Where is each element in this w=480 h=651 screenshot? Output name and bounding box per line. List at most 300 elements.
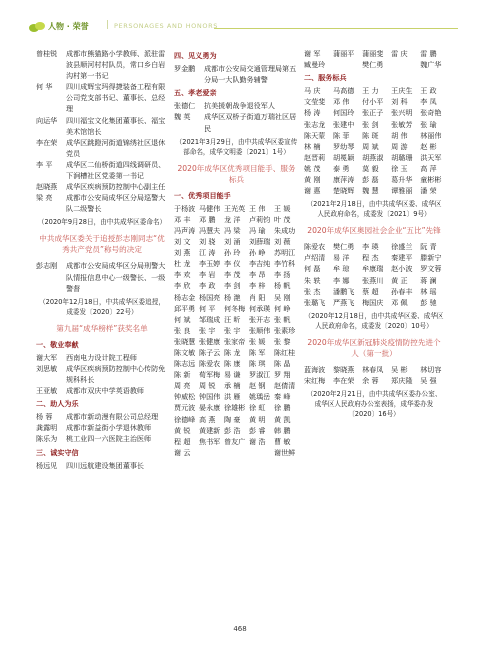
person-name: 张 剑 [362, 119, 379, 129]
person-name: 何国玲 [333, 108, 355, 118]
person-name: 陈 斑 [362, 130, 379, 140]
section-title: 2020年成华区奥园社会企业“五比”先锋 [307, 226, 441, 236]
person-name: 朱 轶 [304, 275, 321, 285]
list-item [36, 260, 168, 293]
person-name: 张家帝 [224, 336, 246, 346]
person-name: 杨志金 [174, 292, 196, 302]
person-name: 王 伟 [249, 203, 266, 213]
person-name: 洪 雁 [224, 392, 241, 402]
person-name: 龚露明 [36, 423, 58, 433]
person-description: 成华区疾病预防控制中心副主任 [66, 182, 166, 192]
person-name: 阮 青 [420, 242, 437, 252]
person-name: 陈 菲 [333, 130, 350, 140]
person-name: 姚瑀岳 [249, 392, 271, 402]
person-name: 向运华 [36, 115, 58, 125]
person-name: 赵倩清 [274, 381, 296, 391]
person-name: 郑庆隆 [391, 375, 413, 385]
person-name: 何冬梅 [224, 303, 246, 313]
person-name: 谢世鲜 [274, 447, 296, 457]
person-name: 张敏芳 [391, 119, 413, 129]
person-name: 贾元波 [174, 403, 196, 413]
person-name: 王 媛 [274, 203, 291, 213]
person-name: 徐盛兰 [391, 242, 413, 252]
person-name: 赵小波 [391, 264, 413, 274]
person-name: 彭志刚 [36, 261, 58, 271]
person-name: 程 杰 [362, 253, 379, 263]
person-name: 汪 昕 [224, 314, 241, 324]
person-name: 周 亮 [174, 381, 191, 391]
naming-note: （2020年12月18日，中共成华区委追授，成委发〔2020〕22号） [39, 297, 165, 316]
person-name: 李 扬 [274, 270, 291, 280]
person-description: 四川成辉宝玛得捷装备工程有限公司党支部书记、董事长、总经理 [66, 82, 166, 114]
person-name: 张 媛 [249, 336, 266, 346]
person-name: 牟康瑞 [362, 264, 384, 274]
page-number: 468 [233, 625, 247, 633]
subsection-heading: 一、优秀项目能手 [174, 190, 231, 200]
person-name: 何 磊 [304, 264, 321, 274]
person-name: 王光英 [224, 203, 246, 213]
subsection-heading: 二、助人为乐 [36, 399, 79, 409]
name-grid [304, 48, 444, 70]
person-name: 荀军梅 [199, 370, 221, 380]
person-name: 李 瑛 [362, 242, 379, 252]
name-grid [304, 364, 444, 386]
person-name: 林 瑶 [420, 286, 437, 296]
person-name: 李 平 [36, 159, 53, 169]
person-name: 叶 茂 [274, 214, 291, 224]
list-item [36, 385, 168, 396]
person-name: 冯 梁 [224, 225, 241, 235]
person-name: 朱成功 [274, 225, 296, 235]
person-description: 成华区二仙桥街道四线调研员、下涧槽社区党委第一书记 [66, 159, 166, 181]
person-name: 刘 科 [391, 97, 408, 107]
person-name: 潘 荣 [420, 186, 437, 196]
person-name: 严燕飞 [333, 297, 355, 307]
person-name: 林切容 [420, 364, 442, 374]
entry-list [36, 260, 168, 293]
list-item [36, 81, 168, 114]
person-name: 蒲丽平 [333, 49, 355, 58]
person-name: 张璐飞 [304, 297, 326, 307]
person-name: 何 华 [36, 82, 53, 92]
person-name: 张 宇 [199, 325, 216, 335]
list-item [36, 422, 168, 433]
person-name: 张开志 [249, 314, 271, 324]
person-name: 李 昂 [249, 270, 266, 280]
person-name: 苏明江 [274, 248, 296, 258]
person-name: 陈文敏 [174, 347, 196, 357]
person-name: 张 黎 [274, 336, 291, 346]
person-name: 雷 鹏 [420, 49, 437, 58]
person-name: 蒲丽斐 [362, 49, 384, 58]
person-name: 陈 康 [224, 359, 241, 369]
person-description: 成都市公安局成华区分局刑警大队情报信息中心一级警长、一级警督 [66, 261, 166, 293]
leaf-logo-icon [28, 20, 46, 34]
person-name: 楚晓辉 [333, 186, 355, 196]
person-name: 王 政 [420, 86, 437, 96]
person-name: 李 剑 [224, 281, 241, 291]
person-name: 高 萍 [420, 163, 437, 173]
person-name: 胡璐珊 [391, 152, 413, 162]
person-name: 何 峥 [274, 303, 291, 313]
list-item [36, 411, 168, 422]
person-name: 张 宇 [224, 325, 241, 335]
person-name: 卢绍清 [304, 253, 326, 263]
person-name: 泰 勇 [333, 163, 350, 173]
person-name: 彭 驰 [420, 297, 437, 307]
person-name: 黎晓燕 [333, 364, 355, 374]
person-name: 张晓慧 [174, 336, 196, 346]
section-title: 中共成华区委关于追授彭志刚同志“优秀共产党员”称号的决定 [39, 234, 165, 255]
section-title: 2020年成华区优秀项目能手、服务标兵 [177, 163, 296, 184]
person-name: 徐 虹 [249, 403, 266, 413]
person-name: 李吉纯 [249, 259, 271, 269]
person-name: 蓝海波 [304, 364, 326, 374]
person-name: 陈子云 [199, 347, 221, 357]
list-item [36, 352, 168, 363]
column-3 [304, 48, 444, 424]
entry-list [174, 63, 299, 85]
person-name: 梅国庆 [362, 297, 384, 307]
person-name: 胡冕颖 [333, 152, 355, 162]
person-name: 肖 阳 [249, 292, 266, 302]
person-description: 成都市新动漫有限公司总经理 [66, 412, 159, 422]
list-item [36, 159, 168, 181]
person-name: 李在荣 [333, 375, 355, 385]
person-name: 谢大军 [36, 352, 58, 362]
naming-note: （2020年9月28日，由中共成华区委命名） [37, 218, 167, 227]
entry-list [36, 460, 168, 471]
person-name: 罗文蓉 [420, 264, 442, 274]
person-name: 钟威松 [174, 392, 196, 402]
person-name: 龙 洋 [224, 214, 241, 224]
person-description: 四川福宝文化集团董事长、福宝美术馆馆长 [66, 115, 166, 136]
person-name: 李在荣 [36, 137, 58, 147]
person-name: 杨 帆 [274, 281, 291, 291]
person-name: 李 娜 [333, 275, 350, 285]
person-name: 蔡 超 [362, 286, 379, 296]
person-name: 李 仪 [224, 259, 241, 269]
person-name: 张志龙 [304, 119, 326, 129]
person-name: 孙 峥 [249, 248, 266, 258]
person-name: 罗淑江 [249, 370, 271, 380]
person-name: 李玉婷 [199, 259, 221, 269]
person-name: 何 斌 [174, 314, 191, 324]
person-name: 陈乐为 [36, 434, 58, 444]
person-name: 李 欣 [174, 281, 191, 291]
person-name: 于杨波 [174, 203, 196, 213]
person-name: 陈 晶 [274, 359, 291, 369]
person-name: 康萍涛 [333, 175, 355, 185]
section-title: 2020年成华区新冠肺炎疫情防控先进个人（第一批） [307, 337, 441, 358]
header-separator: | [106, 20, 110, 30]
name-grid [174, 203, 299, 458]
person-name: 赵晓燕 [36, 182, 58, 192]
person-name: 晏永康 [199, 403, 221, 413]
person-name: 周 游 [391, 141, 408, 151]
person-name: 彭 磊 [362, 175, 379, 185]
person-name: 冯 瑜 [249, 225, 266, 235]
section-english-title: PERSONAGES AND HONORS [114, 22, 218, 30]
person-name: 邓 丰 [174, 214, 191, 224]
header-rule [214, 28, 458, 29]
person-name: 杨远见 [36, 460, 58, 470]
person-name: 葛升华 [391, 175, 413, 185]
person-name: 邹瑞成 [199, 314, 221, 324]
person-name: 刘思敏 [36, 363, 58, 373]
person-name: 李 岩 [199, 270, 216, 280]
subsection-heading: 一、敬业奉献 [36, 339, 79, 349]
person-name: 赵晋莉 [304, 152, 326, 162]
person-name: 曾友广 [224, 436, 246, 446]
list-item [36, 115, 168, 137]
list-item [36, 363, 168, 385]
person-name: 牟 琼 [333, 264, 350, 274]
person-name: 罗幼琴 [333, 141, 355, 151]
section-title: 第九届“成华榜样”获奖名单 [56, 323, 148, 333]
person-name: 姚 茂 [304, 163, 321, 173]
person-description: 成华区跳蹬河街道锦绣社区退休党员 [66, 137, 166, 158]
person-name: 张 杰 [304, 286, 321, 296]
person-description: 成华区双桥子街道万瑞社区居民 [204, 112, 297, 133]
person-name: 曹 敏 [274, 436, 291, 446]
person-name: 张兴明 [391, 108, 413, 118]
person-name: 谢 浩 [249, 436, 266, 446]
person-name: 张德仁 [174, 101, 196, 111]
entry-list [36, 411, 168, 444]
person-name: 黄 锐 [174, 425, 191, 435]
person-name: 张 瑜 [420, 119, 437, 129]
person-name: 徐德峰 [174, 414, 196, 424]
person-name: 张建中 [333, 119, 355, 129]
person-name: 周 斌 [362, 141, 379, 151]
person-name: 周 锐 [199, 381, 216, 391]
person-description: 成华区疾病预防控制中心传防免规科科长 [66, 363, 166, 384]
subsection-heading: 五、孝老爱亲 [174, 88, 217, 98]
naming-note: （2020年2月21日，由中共成华区委办公室、成华区人民政府办公室表扬，成华委办发〔2020〕16号） [306, 389, 442, 418]
person-name: 马高德 [333, 86, 355, 96]
person-name: 莫 毅 [362, 163, 379, 173]
person-name: 胡 伟 [391, 130, 408, 140]
person-name: 韩 鹏 [274, 425, 291, 435]
person-name: 陈志远 [174, 359, 196, 369]
person-name: 张正子 [362, 108, 384, 118]
person-name: 魏广华 [420, 60, 442, 70]
column-2 [174, 48, 299, 458]
person-name: 承 楠 [224, 381, 241, 391]
entry-list [174, 100, 299, 133]
person-name: 吴 强 [420, 375, 437, 385]
person-name: 林丽伟 [420, 130, 442, 140]
person-name: 陈 琪 [249, 359, 266, 369]
person-name: 陈 新 [174, 370, 191, 380]
person-name: 张顺伟 [249, 325, 271, 335]
person-name: 刘 文 [174, 237, 191, 247]
person-description: 成都市新益街小学退休教师 [66, 423, 152, 433]
person-name: 卢莉钧 [249, 214, 271, 224]
person-name: 马 庆 [304, 86, 321, 96]
person-name: 余 蓉 [362, 375, 379, 385]
person-name: 冯慧夫 [199, 225, 221, 235]
person-name: 邓 佩 [391, 297, 408, 307]
person-name: 张 良 [174, 325, 191, 335]
person-name: 樊仁勇 [333, 242, 355, 252]
person-name: 陈爱农 [199, 359, 221, 369]
person-name: 刘 骁 [199, 237, 216, 247]
person-name: 何 平 [199, 303, 216, 313]
person-name: 张奇艳 [420, 108, 442, 118]
entry-list [36, 352, 168, 396]
person-name: 张燕川 [362, 275, 384, 285]
person-name: 徐 鹏 [274, 403, 291, 413]
person-name: 付小平 [362, 97, 384, 107]
person-description: 四川远航建设集团董事长 [66, 460, 145, 470]
person-name: 刘薛瑞 [249, 237, 271, 247]
person-name: 黄 刚 [304, 175, 321, 185]
person-name: 童彬彬 [420, 175, 442, 185]
person-name: 杜 龙 [174, 259, 191, 269]
person-name: 马健伟 [199, 203, 221, 213]
person-name: 王庆生 [391, 86, 413, 96]
person-name: 陈 龙 [224, 347, 241, 357]
person-name: 魏 慧 [362, 186, 379, 196]
person-name: 江 涛 [199, 248, 216, 258]
subsection-heading: 四、见义勇为 [174, 51, 217, 60]
person-name: 孙春丰 [391, 286, 413, 296]
person-name: 黄建新 [199, 425, 221, 435]
person-name: 李 欢 [174, 270, 191, 280]
subsection-heading: 二、服务标兵 [304, 73, 347, 83]
person-name: 曾桂锐 [36, 49, 58, 58]
person-name: 王 力 [362, 86, 379, 96]
list-item [36, 192, 168, 214]
person-name: 谭雅丽 [391, 186, 413, 196]
person-name: 孙 玲 [224, 248, 241, 258]
person-name: 吴 刚 [274, 292, 291, 302]
person-name: 钟国伟 [199, 392, 221, 402]
person-name: 高 燕 [199, 414, 216, 424]
person-name: 杨 蓉 [36, 412, 53, 422]
person-name: 雷 庆 [391, 49, 408, 58]
person-name: 彭 浩 [224, 425, 241, 435]
person-description: 抗美援朝战争退役军人 [204, 101, 275, 111]
person-name: 邓 伟 [333, 97, 350, 107]
person-name: 李 梓 [249, 281, 266, 291]
person-name: 李 政 [199, 281, 216, 291]
person-name: 谢 惠 [304, 186, 321, 196]
list-item [36, 433, 168, 444]
person-name: 徐 玉 [391, 163, 408, 173]
person-name: 冯声涛 [174, 225, 196, 235]
name-grid [304, 241, 444, 308]
person-name: 刘 涌 [224, 237, 241, 247]
person-name: 梁 亮 [36, 193, 53, 203]
person-name: 潘鹏飞 [333, 286, 355, 296]
person-name: 张 帆 [274, 314, 291, 324]
person-name: 易 谦 [224, 370, 241, 380]
person-name: 程 超 [174, 436, 191, 446]
person-name: 李 茂 [224, 270, 241, 280]
entry-list [36, 48, 168, 214]
person-name: 秦建平 [391, 253, 413, 263]
person-name: 邱平勇 [174, 303, 196, 313]
section-brand: 人物 · 荣誉 [48, 22, 89, 31]
person-name: 黄 明 [249, 414, 266, 424]
person-description: 成都市双庆中学英语教师 [66, 386, 145, 396]
column-1 [36, 48, 168, 471]
person-name: 秦 峰 [274, 392, 291, 402]
person-description: 成都市熊猫路小学教师、派驻雷波县顺河村村队员，常口乡白岩沟村第一书记 [66, 49, 166, 81]
person-name: 林 楠 [304, 141, 321, 151]
person-name: 彭 睿 [249, 425, 266, 435]
person-name: 杨 涛 [304, 108, 321, 118]
list-item [36, 48, 168, 81]
person-name: 谢 军 [304, 49, 321, 58]
person-name: 陈爱农 [304, 242, 326, 252]
list-item [36, 460, 168, 471]
subsection-heading: 三、诚实守信 [36, 447, 79, 457]
person-name: 易 洋 [333, 253, 350, 263]
list-item [174, 63, 299, 85]
person-name: 黄 凯 [274, 414, 291, 424]
person-name: 洪天军 [420, 152, 442, 162]
person-name: 陈 军 [249, 347, 266, 357]
list-item [36, 181, 168, 192]
person-name: 滕新宁 [420, 253, 442, 263]
person-description: 成都市公安局交通管理局第五分局一大队勤务辅警 [204, 64, 297, 85]
person-name: 吴 彬 [391, 364, 408, 374]
person-name: 邓 鹏 [199, 214, 216, 224]
person-name: 刘 燕 [174, 248, 191, 258]
person-description: 西南电力设计院工程师 [66, 352, 137, 362]
name-grid [304, 85, 444, 196]
person-name: 焦书军 [199, 436, 221, 446]
person-name: 李竹科 [274, 259, 296, 269]
person-name: 臧曼玲 [304, 60, 326, 70]
person-name: 樊仁勇 [362, 60, 384, 70]
person-name: 张健康 [199, 336, 221, 346]
page-header [22, 20, 480, 36]
person-name: 赵 彬 [420, 141, 437, 151]
naming-note: （2021年3月29日，由中共成华区委宣传部命名，成华文明委〔2021〕1号） [175, 137, 298, 156]
person-name: 陶 豪 [224, 414, 241, 424]
person-name: 陈天蒙 [304, 130, 326, 140]
person-name: 宋红梅 [304, 375, 326, 385]
person-name: 蒋 澜 [420, 275, 437, 285]
list-item [174, 111, 299, 133]
person-name: 林春凤 [362, 364, 384, 374]
person-name: 谢 云 [174, 447, 191, 457]
person-name: 文莹斐 [304, 97, 326, 107]
person-name: 罗金鹏 [174, 64, 196, 74]
person-name: 黄 正 [391, 275, 408, 285]
person-name: 杨国亮 [199, 292, 221, 302]
person-name: 张素珍 [274, 325, 296, 335]
person-name: 胡燕淑 [362, 152, 384, 162]
naming-note: （2021年2月18日，由中共成华区委、成华区人民政府命名，成委发〔2021〕9号） [306, 200, 442, 219]
list-item [36, 137, 168, 159]
person-description: 桃工业四一六医院主治医师 [66, 434, 152, 444]
list-item [174, 100, 299, 111]
person-name: 赵 钢 [249, 381, 266, 391]
naming-note: （2020年12月18日，由中共成华区委、成华区人民政府命名，成委发〔2020〕10号） [304, 311, 444, 330]
person-name: 杨 滟 [224, 292, 241, 302]
person-name: 魏 英 [174, 112, 191, 122]
person-name: 陈红桂 [274, 347, 296, 357]
person-name: 刘 薇 [274, 237, 291, 247]
person-name: 王亚敏 [36, 386, 58, 396]
person-name: 徐雄彬 [224, 403, 246, 413]
